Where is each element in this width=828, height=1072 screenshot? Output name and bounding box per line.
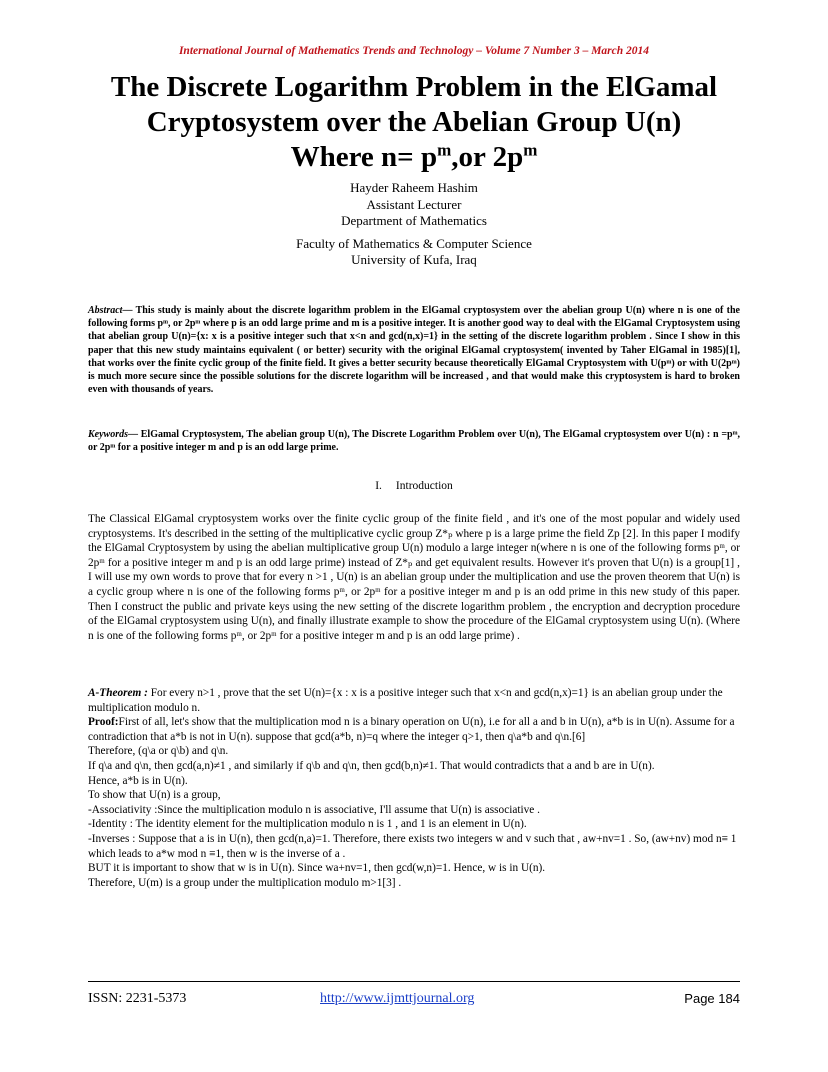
proof-line-identity: -Identity : The identity element for the multiplication modulo n is 1 , and 1 is an element in U(n). (88, 818, 527, 831)
proof-label: Proof: (88, 716, 119, 729)
author-faculty: Faculty of Mathematics & Computer Science (296, 235, 532, 251)
section-title: Introduction (395, 480, 453, 492)
author-position: Assistant Lecturer (366, 196, 462, 212)
proof-line-toshow: To show that U(n) is a group, (88, 789, 221, 802)
footer-journal-link[interactable]: http://www.ijmttjournal.org (320, 991, 475, 1006)
proof-line-associativity: -Associativity :Since the multiplication modulo n is associative, I'll assume that U(n) is associative . (88, 803, 540, 816)
footer-page-number (684, 991, 740, 1006)
introduction-paragraph: The Classical ElGamal cryptosystem works over the finite cyclic group of the finite field , and it's one of the most popular and widely used cryptosystems. It's described in the setting of the multiplicative cyclic group Z*ₚ where p is a large prime the field Zp [2]. In this paper I modify the ElGamal Cryptosystem by using the abelian multiplicative group U(n) modulo a large integer n(where n is one of the following forms pᵐ, or 2pᵐ for a positive integer m and p is an odd large prime) instead of Z*ₚ and get equivalent results. However it's proven that U(n) is a group[1] , I will use my own words to prove that for every n >1 , U(n) is an abelian group under the multiplication and use the proven theorem that U(n) is a cyclic group where n is one of the following forms pᵐ, or 2pᵐ for a positive integer m and p is an odd prime in this new study of this paper. Then I construct the public and private keys using the new setting of the discrete logarithm problem , the encryption and decryption procedure of the ElGamal cryptosystem using U(n), and finally illustrate example to show the procedure of the ElGamal cryptosystem using U(n). (Where n is one of the following forms pᵐ, or 2pᵐ for a positive integer m and p is an odd large prime) . (88, 513, 740, 642)
proof-line-therefore: Therefore, (q\a or q\b) and q\n. (88, 745, 229, 758)
proof-paragraph (88, 715, 740, 744)
footer-divider (88, 981, 740, 982)
proof-line-final: Therefore, U(m) is a group under the multiplication modulo m>1[3] . (88, 876, 402, 889)
abstract-text: — This study is mainly about the discrete logarithm problem in the ElGamal cryptosystem over the abelian group U(n) where n is one of the following forms pᵐ, or 2pᵐ where p is an odd large prime and m is a positive integer. It is another good way to deal with the ElGamal Cryptosystem using that abelian group U(n)={x: x is a positive integer such that x<n and gcd(n,x)=1} in the setting of the discrete logarithm problem . Since I show in this paper that this new study maintains equivalent ( or better) security with the original ElGamal cryptosystem( invented by Taher ElGamal in 1985)[1], that works over the finite cyclic group of the finite field. It gives a better security because theoretically ElGamal Cryptosystem with U(pᵐ) or with U(2pᵐ) is much more secure since the possible solutions for the discrete logarithm will be increased , and that would make this cryptosystem is hard to broken even with thousands of years. (88, 305, 740, 396)
title-line-3 (60, 140, 768, 175)
author-university: University of Kufa, Iraq (351, 252, 477, 267)
page-number: 184 (718, 991, 740, 1006)
title-sup-1: m (437, 140, 452, 160)
author-block (0, 180, 828, 269)
keywords (88, 428, 740, 454)
section-number: I. (375, 480, 382, 492)
title-line-1: The Discrete Logarithm Problem in the ElGamal (110, 71, 718, 103)
proof-line-if: If q\a and q\n, then gcd(a,n)≠1 , and similarly if q\b and q\n, then gcd(b,n)≠1. That would contradicts that a and b are in U(n). (88, 759, 655, 772)
proof-line-hence: Hence, a*b is in U(n). (88, 774, 188, 787)
paper-title (60, 70, 768, 175)
theorem-statement (88, 686, 740, 715)
title-line-2: Cryptosystem over the Abelian Group U(n) (146, 106, 682, 138)
footer-issn: ISSN: 2231-5373 (88, 991, 187, 1006)
keywords-lead: Keywords (88, 429, 128, 440)
theorem-text: For every n>1 , prove that the set U(n)={x : x is a positive integer such that x<n and gcd(n,x)=1} is an abelian group under the multiplication modulo n. (88, 687, 723, 714)
author-department: Department of Mathematics (341, 213, 487, 228)
section-heading (0, 480, 828, 492)
theorem-lead: A-Theorem : (88, 687, 148, 699)
proof-line-inverses: -Inverses : Suppose that a is in U(n), then gcd(n,a)=1. Therefore, there exists two integers w and v such that , aw+nv=1 . So, (aw+nv) mod n≡ 1 which leads to a*w mod n ≡1, then w is the inverse of a . (88, 832, 737, 860)
proof-text: First of all, let's show that the multiplication mod n is a binary operation on U(n), i.e for all a and b in U(n), a*b is in U(n). Assume for a contradiction that a*b is not in U(n). suppose that gcd(a*b, n)=q where the integer q>1, then q\a*b and q\n.[6] (88, 716, 735, 743)
journal-header: International Journal of Mathematics Trends and Technology – Volume 7 Number 3 – March 2014 (178, 45, 650, 57)
page-footer (88, 991, 740, 1009)
page-label: Page (684, 991, 715, 1006)
abstract-lead: Abstract (88, 305, 123, 316)
author-name: Hayder Raheem Hashim (350, 180, 478, 195)
title-line-3-mid: ,or 2p (451, 141, 524, 173)
title-line-3-pre: Where n= p (290, 141, 438, 173)
keywords-text: — ElGamal Cryptosystem, The abelian group U(n), The Discrete Logarithm Problem over U(n), The ElGamal cryptosystem over U(n) : n =pᵐ, or 2pᵐ for a positive integer m and p is an odd large prime. (88, 429, 740, 454)
abstract (88, 304, 740, 396)
proof-line-but: BUT it is important to show that w is in U(n). Since wa+nv=1, then gcd(w,n)=1. Hence, w is in U(n). (88, 862, 546, 875)
theorem-block (88, 686, 740, 890)
title-sup-2: m (523, 140, 538, 160)
